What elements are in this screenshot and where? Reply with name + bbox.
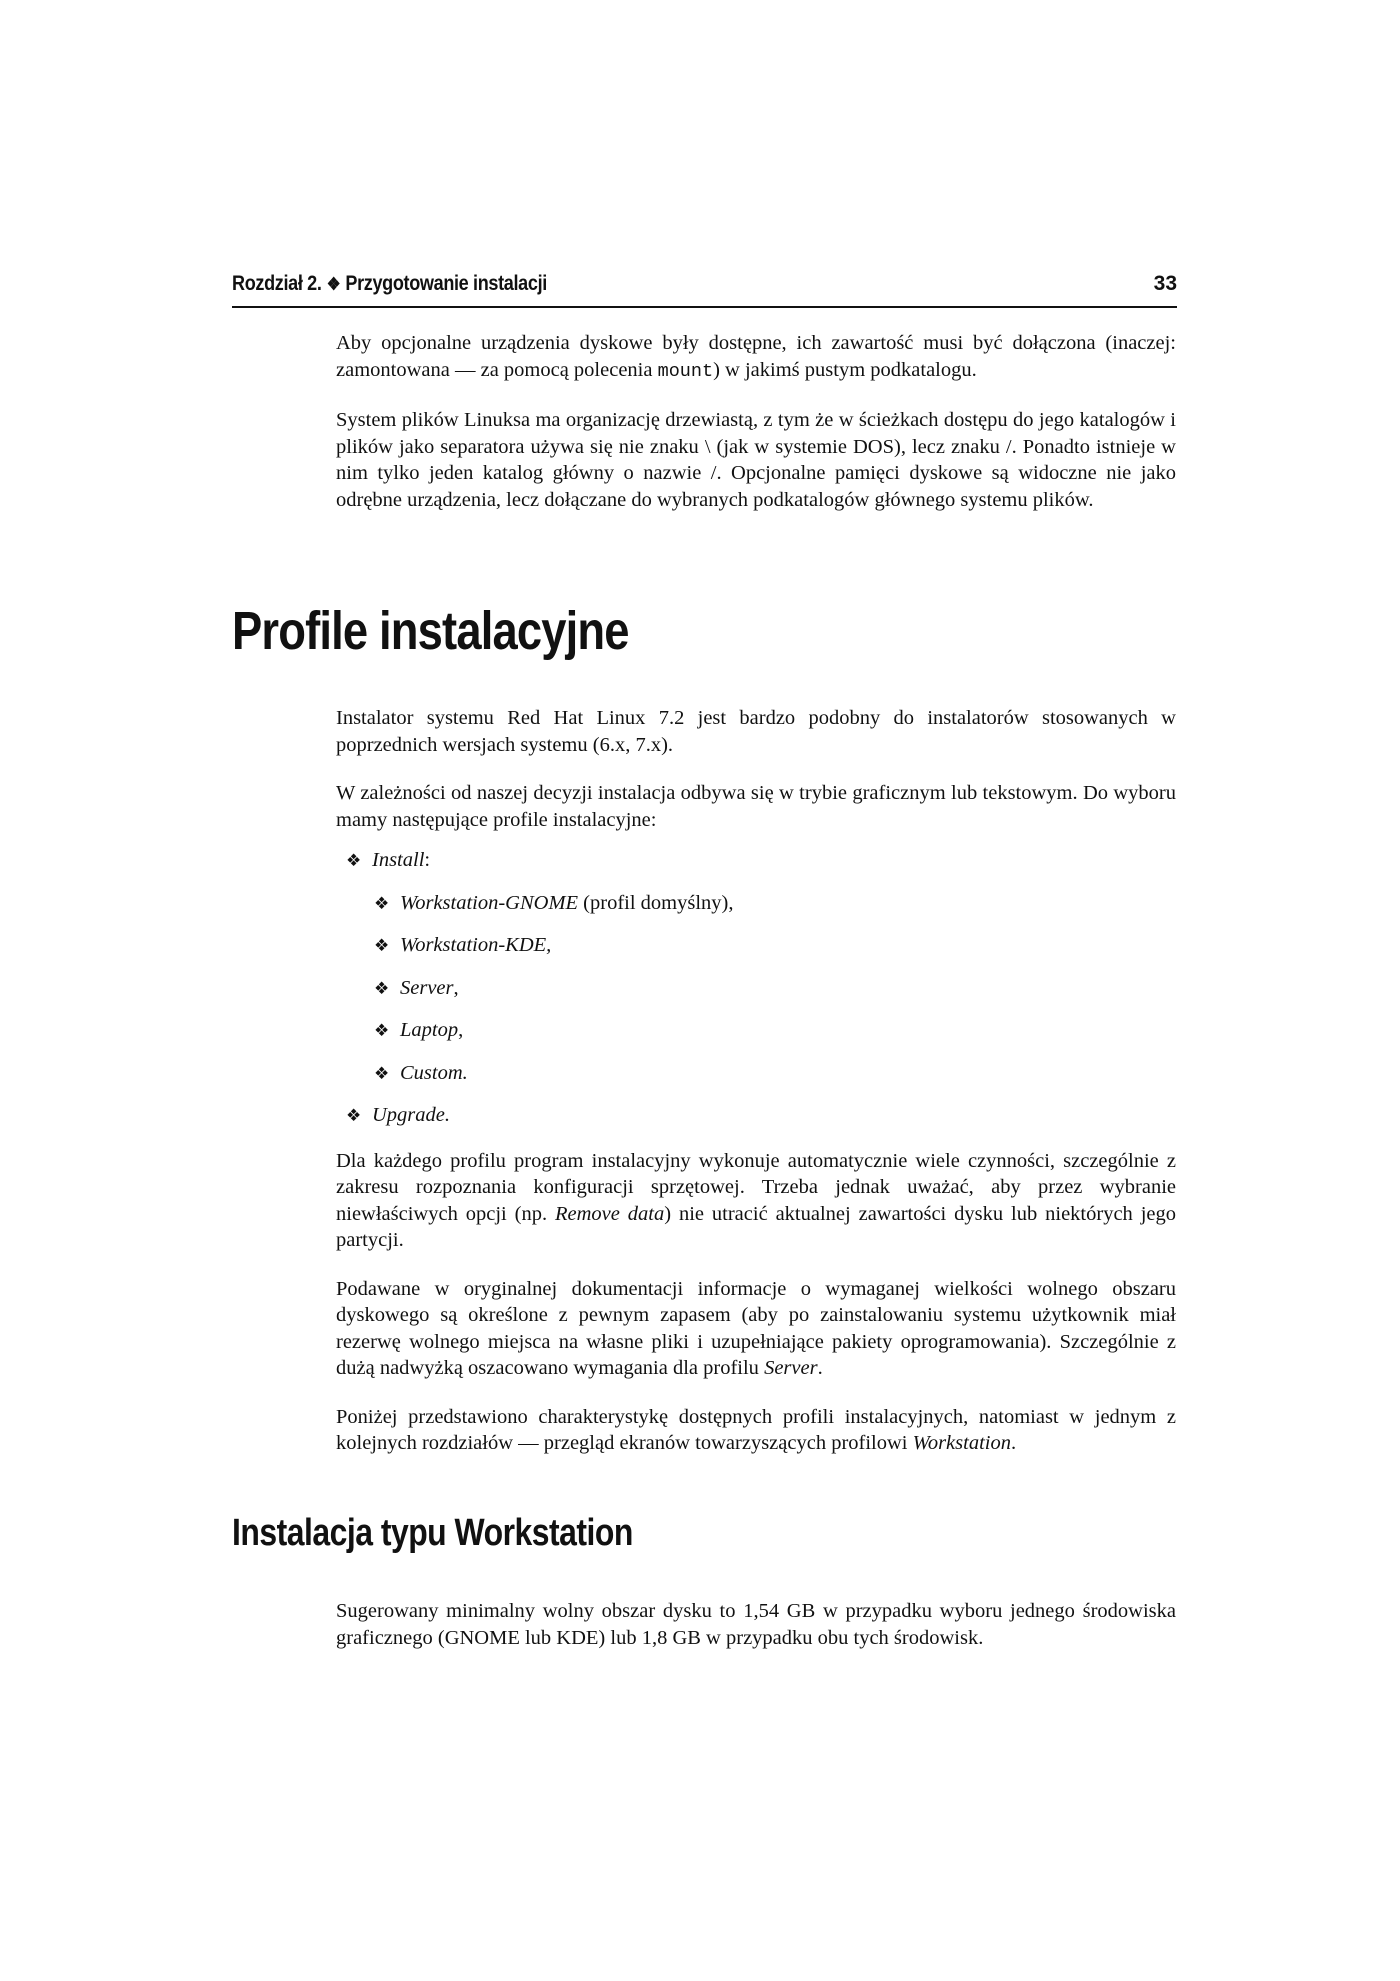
list-item: ❖ Workstation-KDE, <box>336 932 1176 960</box>
profiles-paragraph-3: Dla każdego profilu program instalacyjny wykonuje automatycznie wiele czynności, szczególnie z zakresu rozpoznania konfiguracji sprzętowej. Trzeba jednak uważać, aby przez wybranie niewłaściwych opcji (np. Remove data) nie utracić aktualnej zawartości dysku lub niektórych jego partycji. <box>336 1149 1176 1251</box>
list-item: ❖ Install: <box>336 847 1176 875</box>
profiles-paragraph-4: Podawane w oryginalnej dokumentacji informacje o wymaganej wielkości wolnego obszaru dyskowego są określone z pewnym zapasem (aby po zainstalowaniu systemu użytkownik miał rezerwę wolnego miejsca na własne pliki i uzupełniające pakiety oprogramowania). Szczególnie z dużą nadwyżką oszacowano wymagania dla profilu Server. <box>336 1277 1176 1379</box>
diamond-bullet-icon: ❖ <box>374 893 390 913</box>
section-profiles-text <box>336 705 1176 1479</box>
intro-paragraph-2: System plików Linuksa ma organizację drzewiastą, z tym że w ścieżkach dostępu do jego katalogów i plików jako separatora używa się nie znaku \ (jak w systemie DOS), lecz znaku /. Ponadto istnieje w nim tylko jeden katalog główny o nazwie /. Opcjonalne pamięci dyskowe są widoczne nie jako odrębne urządzenia, lecz dołączane do wybranych podkatalogów głównego systemu plików. <box>336 409 1176 511</box>
diamond-bullet-icon: ❖ <box>346 851 362 870</box>
diamond-bullet-icon: ❖ <box>326 274 341 294</box>
list-item: ❖ Upgrade. <box>336 1102 1176 1130</box>
profiles-list <box>336 847 1176 1130</box>
list-item: ❖ Laptop, <box>336 1017 1176 1045</box>
section-heading-profiles: Profile instalacyjne <box>232 601 629 661</box>
diamond-bullet-icon: ❖ <box>346 1106 362 1125</box>
list-item: ❖ Server, <box>336 975 1176 1003</box>
intro-text <box>336 330 1176 535</box>
profiles-paragraph-5: Poniżej przedstawiono charakterystykę dostępnych profili instalacyjnych, natomiast w jednym z kolejnych rozdziałów — przegląd ekranów towarzyszących profilowi Workstation. <box>336 1405 1176 1454</box>
diamond-bullet-icon: ❖ <box>374 1021 390 1040</box>
section-heading-workstation: Instalacja typu Workstation <box>232 1512 633 1554</box>
page-number: 33 <box>1153 272 1177 295</box>
diamond-bullet-icon: ❖ <box>374 936 390 955</box>
code-mount: mount <box>657 360 714 382</box>
workstation-paragraph-1: Sugerowany minimalny wolny obszar dysku to 1,54 GB w przypadku wyboru jednego środowiska graficznego (GNOME lub KDE) lub 1,8 GB w przypadku obu tych środowisk. <box>336 1600 1176 1649</box>
section-workstation-text <box>336 1598 1176 1673</box>
list-item: ❖ Workstation-GNOME (profil domyślny), <box>336 890 1176 918</box>
running-header-title <box>232 272 547 296</box>
intro-paragraph-1: Aby opcjonalne urządzenia dyskowe były dostępne, ich zawartość musi być dołączona (inaczej: zamontowana — za pomocą polecenia mount) w jakimś pustym podkatalogu. <box>336 332 1176 382</box>
running-header <box>232 272 1177 308</box>
diamond-bullet-icon: ❖ <box>374 978 390 998</box>
list-item: ❖ Custom. <box>336 1060 1176 1088</box>
profiles-paragraph-2: W zależności od naszej decyzji instalacja odbywa się w trybie graficznym lub tekstowym. Do wyboru mamy następujące profile instalacyjne: <box>336 782 1176 831</box>
chapter-label: Rozdział 2. <box>232 272 322 295</box>
diamond-bullet-icon: ❖ <box>374 1063 390 1083</box>
profiles-paragraph-1: Instalator systemu Red Hat Linux 7.2 jest bardzo podobny do instalatorów stosowanych w poprzednich wersjach systemu (6.x, 7.x). <box>336 707 1176 756</box>
chapter-title: Przygotowanie instalacji <box>345 272 547 295</box>
